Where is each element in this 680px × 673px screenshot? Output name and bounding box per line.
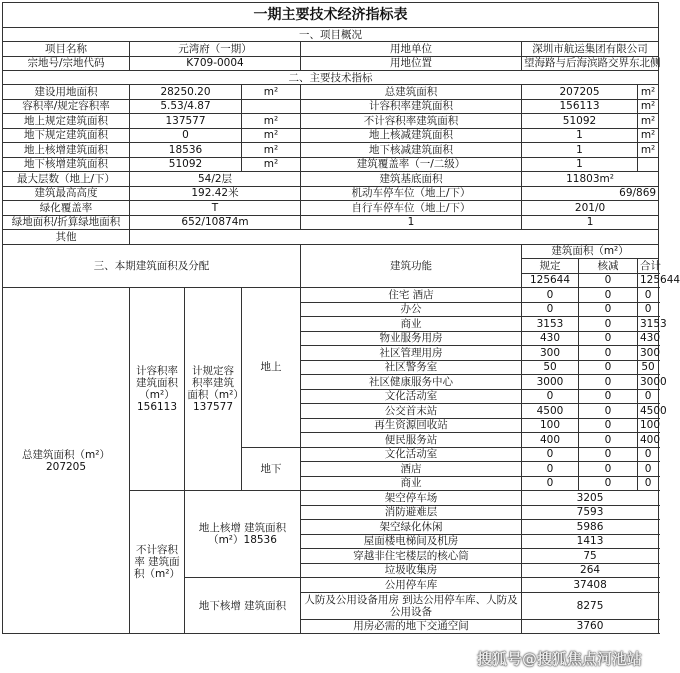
func-cell: 垃圾收集房 (301, 563, 522, 578)
empty-cell (130, 230, 659, 245)
num-cell: 3000 (638, 375, 659, 390)
func-header: 建筑功能 (301, 244, 522, 288)
num-cell: 37408 (522, 578, 659, 593)
col-header: 核减 (579, 259, 638, 274)
cell: 地上核减建筑面积 (301, 128, 522, 143)
total-cell: 125644 (522, 273, 579, 288)
value-parcel-code: K709-0004 (130, 56, 301, 71)
cell: 绿地面积/折算绿地面积 (3, 215, 130, 230)
num-cell: 0 (522, 389, 579, 404)
func-cell: 公交首末站 (301, 404, 522, 419)
num-cell: 0 (522, 462, 579, 477)
table-row (3, 143, 659, 158)
watermark: 搜狐号@搜狐焦点河池站 (476, 650, 642, 668)
num-cell: 50 (638, 360, 659, 375)
num-cell: 0 (522, 447, 579, 462)
table-row (3, 42, 659, 57)
func-cell: 社区管理用房 (301, 346, 522, 361)
cell: 总建筑面积 (301, 85, 522, 100)
func-cell: 再生资源回收站 (301, 418, 522, 433)
num-cell: 0 (638, 288, 659, 303)
num-cell: 300 (638, 346, 659, 361)
cell: 自行车停车位（地上/下） (301, 201, 522, 216)
num-cell: 3153 (522, 317, 579, 332)
section3-heading: 三、本期建筑面积及分配 (3, 244, 301, 288)
cell: 地上核增建筑面积 (3, 143, 130, 158)
table-row (3, 128, 659, 143)
cell: 地下核增建筑面积 (3, 157, 130, 172)
cell: 652/10874m (130, 215, 301, 230)
func-cell: 公用停车库 (301, 578, 522, 593)
section2-heading: 二、主要技术指标 (3, 71, 659, 85)
value-land-location: 望海路与后海滨路交界东北侧 (522, 56, 659, 71)
func-cell: 商业 (301, 476, 522, 491)
cell: 201/0 (522, 201, 659, 216)
table-row (3, 157, 659, 172)
unit-cell: m² (242, 85, 301, 100)
unit-cell: m² (242, 157, 301, 172)
cell: 机动车停车位（地上/下） (301, 186, 522, 201)
num-cell: 264 (522, 563, 659, 578)
num-cell: 0 (579, 389, 638, 404)
num-cell: 4500 (638, 404, 659, 419)
cell: 计容积率建筑面积 (301, 99, 522, 114)
cell: 建筑最高高度 (3, 186, 130, 201)
unit-cell: m² (242, 114, 301, 129)
func-cell: 文化活动室 (301, 447, 522, 462)
nonfr-area-label: 不计容积率 建筑面积（m²） (130, 491, 185, 634)
cell: 28250.20 (130, 85, 242, 100)
num-cell: 3205 (522, 491, 659, 506)
num-cell: 0 (579, 360, 638, 375)
label-project-name: 项目名称 (3, 42, 130, 57)
unit-cell (242, 99, 301, 114)
num-cell: 1413 (522, 534, 659, 549)
unit-cell: m² (638, 128, 659, 143)
num-cell: 0 (522, 288, 579, 303)
num-cell: 0 (579, 476, 638, 491)
cell: 建筑基底面积 (301, 172, 522, 187)
num-cell: 0 (638, 462, 659, 477)
num-cell: 4500 (522, 404, 579, 419)
cell: 建设用地面积 (3, 85, 130, 100)
cell: 不计容积率建筑面积 (301, 114, 522, 129)
unit-cell (638, 157, 659, 172)
unit-cell: m² (638, 99, 659, 114)
unit-cell: m² (242, 143, 301, 158)
num-cell: 0 (579, 433, 638, 448)
inc-above-label: 地上核增 建筑面积（m²）18536 (185, 491, 301, 578)
cell: 137577 (130, 114, 242, 129)
num-cell: 0 (522, 476, 579, 491)
cell: 1 (301, 215, 522, 230)
total-cell: 0 (579, 273, 638, 288)
table-row (3, 172, 659, 187)
unit-cell: m² (242, 128, 301, 143)
num-cell: 0 (579, 302, 638, 317)
fr-area-label: 计容积率建筑面积（m²）156113 (130, 288, 185, 491)
num-cell: 400 (522, 433, 579, 448)
table-row (3, 186, 659, 201)
unit-cell: m² (638, 143, 659, 158)
num-cell: 0 (638, 389, 659, 404)
func-cell: 文化活动室 (301, 389, 522, 404)
col-header: 合计 (638, 259, 659, 274)
func-cell: 穿越非住宅楼层的核心筒 (301, 549, 522, 564)
cell: 156113 (522, 99, 638, 114)
cell: 地上规定建筑面积 (3, 114, 130, 129)
table-row (3, 99, 659, 114)
func-cell: 社区警务室 (301, 360, 522, 375)
num-cell: 0 (579, 447, 638, 462)
cell: 192.42米 (130, 186, 301, 201)
num-cell: 0 (579, 418, 638, 433)
above-label: 地上 (242, 288, 301, 448)
cell: 1 (522, 143, 638, 158)
num-cell: 0 (638, 447, 659, 462)
func-cell: 物业服务用房 (301, 331, 522, 346)
table-row (3, 56, 659, 71)
func-cell: 架空绿化休闲 (301, 520, 522, 535)
cell: 其他 (3, 230, 130, 245)
func-cell: 屋面楼电梯间及机房 (301, 534, 522, 549)
cell: 51092 (130, 157, 242, 172)
num-cell: 400 (638, 433, 659, 448)
func-cell: 消防避难层 (301, 505, 522, 520)
func-cell: 酒店 (301, 462, 522, 477)
cell: 51092 (522, 114, 638, 129)
num-cell: 100 (522, 418, 579, 433)
cell: 建筑覆盖率（一/二级） (301, 157, 522, 172)
unit-cell: m² (638, 114, 659, 129)
below-label: 地下 (242, 447, 301, 491)
num-cell: 0 (638, 476, 659, 491)
table-row (3, 114, 659, 129)
num-cell: 0 (638, 302, 659, 317)
num-cell: 5986 (522, 520, 659, 535)
num-cell: 0 (579, 462, 638, 477)
reg-area-label: 计规定容积率建筑面积（m²）137577 (185, 288, 242, 491)
num-cell: 0 (522, 302, 579, 317)
table-title: 一期主要技术经济指标表 (3, 3, 659, 28)
num-cell: 100 (638, 418, 659, 433)
area-header: 建筑面积（m²） (522, 244, 659, 259)
cell: 最大层数（地上/下） (3, 172, 130, 187)
label-land-unit: 用地单位 (301, 42, 522, 57)
func-cell: 便民服务站 (301, 433, 522, 448)
num-cell: 430 (522, 331, 579, 346)
table-row (3, 85, 659, 100)
cell: 207205 (522, 85, 638, 100)
num-cell: 3000 (522, 375, 579, 390)
unit-cell: m² (638, 85, 659, 100)
value-land-unit: 深圳市航运集团有限公司 (522, 42, 659, 57)
num-cell: 75 (522, 549, 659, 564)
label-parcel-code: 宗地号/宗地代码 (3, 56, 130, 71)
table-row (3, 201, 659, 216)
func-cell: 用房必需的地下交通空间 (301, 619, 522, 634)
num-cell: 0 (579, 317, 638, 332)
func-cell: 社区健康服务中心 (301, 375, 522, 390)
cell: 1 (522, 215, 659, 230)
num-cell: 300 (522, 346, 579, 361)
func-cell: 住宅 酒店 (301, 288, 522, 303)
cell: 0 (130, 128, 242, 143)
cell: 地下核减建筑面积 (301, 143, 522, 158)
tech-indicator-table (2, 2, 680, 634)
func-cell: 商业 (301, 317, 522, 332)
cell: 54/2层 (130, 172, 301, 187)
num-cell: 430 (638, 331, 659, 346)
func-cell: 办公 (301, 302, 522, 317)
cell: 容积率/规定容积率 (3, 99, 130, 114)
num-cell: 0 (579, 346, 638, 361)
num-cell: 8275 (522, 592, 659, 619)
func-cell: 人防及公用设备用房 到达公用停车库、人防及公用设备 (301, 592, 522, 619)
col-header: 规定 (522, 259, 579, 274)
num-cell: 0 (579, 331, 638, 346)
cell: 1 (522, 128, 638, 143)
cell: 地下规定建筑面积 (3, 128, 130, 143)
cell: 11803m² (522, 172, 659, 187)
table-row (3, 215, 659, 230)
num-cell: 3153 (638, 317, 659, 332)
total-cell: 125644 (638, 273, 659, 288)
cell: 1 (522, 157, 638, 172)
cell: T (130, 201, 301, 216)
func-cell: 架空停车场 (301, 491, 522, 506)
inc-below-label: 地下核增 建筑面积 (185, 578, 301, 634)
num-cell: 3760 (522, 619, 659, 634)
num-cell: 0 (579, 404, 638, 419)
total-area-label: 总建筑面积（m²）207205 (3, 288, 130, 634)
num-cell: 50 (522, 360, 579, 375)
table-row (3, 230, 659, 245)
label-land-location: 用地位置 (301, 56, 522, 71)
value-project-name: 元湾府（一期） (130, 42, 301, 57)
section1-heading: 一、项目概况 (3, 28, 659, 42)
num-cell: 0 (579, 375, 638, 390)
cell: 69/869 (522, 186, 659, 201)
cell: 18536 (130, 143, 242, 158)
cell: 绿化覆盖率 (3, 201, 130, 216)
num-cell: 7593 (522, 505, 659, 520)
num-cell: 0 (579, 288, 638, 303)
cell: 5.53/4.87 (130, 99, 242, 114)
